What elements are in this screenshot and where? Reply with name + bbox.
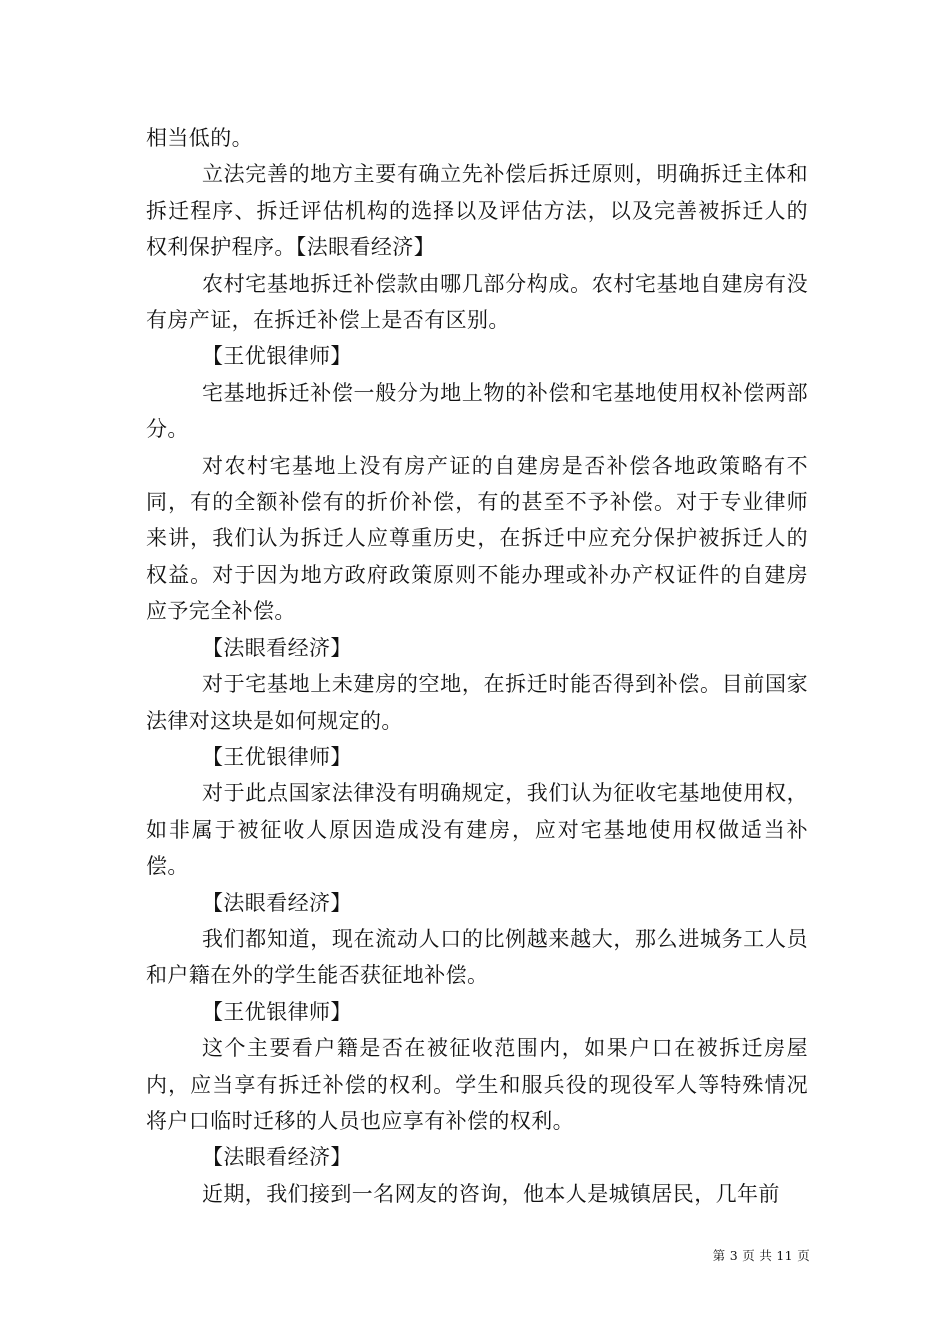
paragraph-15: 【法眼看经济】 xyxy=(202,1145,352,1170)
document-body xyxy=(146,120,808,1212)
page-number-footer: 第 3 页 共 11 页 xyxy=(712,1248,810,1263)
paragraph-6: 对农村宅基地上没有房产证的自建房是否补偿各地政策略有不同，有的全额补偿有的折价补偿，有的甚至不予补偿。对于专业律师来讲，我们认为拆迁人应尊重历史，在拆迁中应充分保护被拆迁人的权益。对于因为地方政府政策原则不能办理或补办产权证件的自建房应予完全补偿。 xyxy=(146,453,808,624)
paragraph-11: 【法眼看经济】 xyxy=(202,890,352,915)
paragraph-10: 对于此点国家法律没有明确规定，我们认为征收宅基地使用权，如非属于被征收人原因造成没有建房，应对宅基地使用权做适当补偿。 xyxy=(146,781,808,879)
paragraph-9: 【王优银律师】 xyxy=(202,744,352,769)
paragraph-8: 对于宅基地上未建房的空地，在拆迁时能否得到补偿。目前国家法律对这块是如何规定的。 xyxy=(146,672,808,733)
paragraph-5: 宅基地拆迁补偿一般分为地上物的补偿和宅基地使用权补偿两部分。 xyxy=(146,380,808,442)
paragraph-3: 农村宅基地拆迁补偿款由哪几部分构成。农村宅基地自建房有没有房产证，在拆迁补偿上是否有区别。 xyxy=(146,271,808,333)
paragraph-12: 我们都知道，现在流动人口的比例越来越大，那么进城务工人员和户籍在外的学生能否获征地补偿。 xyxy=(146,926,808,988)
paragraph-7: 【法眼看经济】 xyxy=(202,635,352,660)
paragraph-14: 这个主要看户籍是否在被征收范围内，如果户口在被拆迁房屋内，应当享有拆迁补偿的权利。学生和服兵役的现役军人等特殊情况将户口临时迁移的人员也应享有补偿的权利。 xyxy=(146,1036,808,1133)
paragraph-4: 【王优银律师】 xyxy=(202,344,352,369)
paragraph-2: 立法完善的地方主要有确立先补偿后拆迁原则，明确拆迁主体和拆迁程序、拆迁评估机构的选择以及评估方法，以及完善被拆迁人的权利保护程序。【法眼看经济】 xyxy=(146,162,808,260)
paragraph-16: 近期，我们接到一名网友的咨询，他本人是城镇居民，几年前 xyxy=(202,1181,780,1206)
paragraph-13: 【王优银律师】 xyxy=(202,999,352,1024)
paragraph-1: 相当低的。 xyxy=(146,126,253,150)
